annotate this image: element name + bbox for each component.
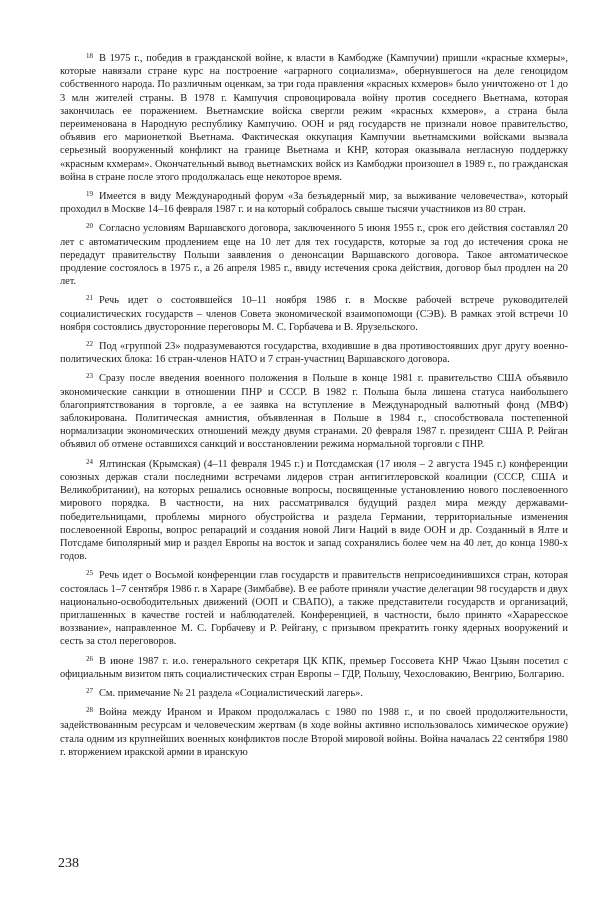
- footnote-text: Имеется в виду Международный форум «За безъядерный мир, за выживание человечества», который проходил в Москве 14–16 февраля 1987 г. и на который собралось свыше тысячи участников из 80 стран.: [60, 191, 568, 216]
- footnote-text: Речь идет о состоявшейся 10–11 ноября 1986 г. в Москве рабочей встрече руководителей социалистических государств – членов Совета экономической взаимопомощи (СЭВ). В рамках этой встречи 10 ноября состоялись двусторонние переговоры М. С. Горбачева и В. Ярузельского.: [60, 295, 568, 333]
- footnote-text: Война между Ираном и Ираком продолжалась с 1980 по 1988 г., и по своей продолжительности, задействованным ресурсам и человеческим жертвам (в ходе войны активно использовалось химическое оружие) стала одним из крупнейших военных конфликтов после Второй мировой войны. Война началась 22 сентября 1980 г. вторжением иракской армии в иранскую: [60, 707, 568, 758]
- footnote-text: В июне 1987 г. и.о. генерального секретаря ЦК КПК, премьер Госсовета КНР Чжао Цзыян посетил с официальным визитом пять социалистических стран Европы – ГДР, Польшу, Чехословакию, Венгрию, Болгарию.: [60, 655, 568, 680]
- footnote-18: [60, 50, 568, 184]
- footnote-text: Сразу после введения военного положения в Польше в конце 1981 г. правительство США объявило экономические санкции в отношении ПНР и СССР. В 1982 г. Польша была лишена статуса наибольшего благоприятствования в торговле, а ее заявка на вступление в Международный валютный фонд (МВФ) заблокирована. Политическая амнистия, объявленная в Польше в 1984 г., способствовала постепенной нормализации экономических отношений между двумя странами. 20 февраля 1987 г. президент США Р. Рейган объявил об отмене оставшихся санкций и восстановлении режима нормальной торговли с ПНР.: [60, 373, 568, 451]
- footnote-number: 23: [86, 372, 93, 381]
- footnote-text: Ялтинская (Крымская) (4–11 февраля 1945 г.) и Потсдамская (17 июля – 2 августа 1945 г.) конференции союзных держав стали последними встречами лидеров стран антигитлеровской коалиции (СССР, США и Великобритании), на которых решались основные вопросы, посвященные установлению нового послевоенного мирового порядка. В частности, на них рассматривался будущий раздел мира между державами-победительницами, проблемы мирного обустройства и раздела Германии, территориальные изменения послевоенной Европы, вопрос репараций и создания новой Лиги Наций в виде ООН и др. Созданный в Ялте и Потсдаме биполярный мир и раздел Европы на восток и запад сохранялись более чем на 40 лет, до конца 1980-х годов.: [60, 458, 568, 563]
- footnote-number: 26: [86, 654, 93, 663]
- footnote-text: Согласно условиям Варшавского договора, заключенного 5 июня 1955 г., срок его действия составлял 20 лет с автоматическим продлением еще на 10 лет для тех государств, которые за год до истечения срока не передадут правительству Польши заявления о денонсации Варшавского договора. Такое автоматическое продление состоялось в 1975 г., а 26 апреля 1985 г., ввиду истечения срока действия, договор был продлен на 20 лет.: [60, 223, 568, 288]
- footnote-number: 19: [86, 190, 93, 199]
- footnote-text: В 1975 г., победив в гражданской войне, к власти в Камбодже (Кампучии) пришли «красные кхмеры», которые навязали стране курс на построение «аграрного социализма», обернувшегося на деле геноцидом собственного народа. По различным оценкам, за три года правления «красных кхмеров» было уничтожено от 1 до 3 млн жителей страны. В 1978 г. Кампучия спровоцировала войну против соседнего Вьетнама, которая закончилась ее поражением. Вьетнамские войска свергли режим «красных кхмеров», а страна была переименована в Народную республику Кампучию. ООН и ряд государств не признали новое правительство, объявив его марионеткой Вьетнама. Фактическая оккупация Кампучии вьетнамскими войсками вызвала серьезный вооруженный конфликт на границе Вьетнама и КНР, которая оказывала негласную поддержку «красным кхмерам». Окончательный вывод вьетнамских войск из Камбоджи произошел в 1989 г., по гражданская война в стране после этого продолжалась еще некоторое время.: [60, 53, 568, 183]
- footnote-28: [60, 704, 568, 759]
- footnote-20: [60, 220, 568, 288]
- footnote-23: [60, 370, 568, 451]
- footnote-number: 21: [86, 294, 93, 303]
- footnote-number: 24: [86, 457, 93, 466]
- footnote-text: См. примечание № 21 раздела «Социалистический лагерь».: [99, 687, 363, 699]
- footnote-25: [60, 567, 568, 648]
- footnote-number: 22: [86, 340, 93, 349]
- footnote-27: [60, 685, 568, 700]
- page-number: 238: [58, 856, 79, 871]
- footnote-26: [60, 653, 568, 681]
- footnote-21: [60, 292, 568, 334]
- footnote-number: 28: [86, 706, 93, 715]
- footnote-22: [60, 338, 568, 366]
- footnote-number: 18: [86, 52, 93, 60]
- footnote-text: Под «группой 23» подразумеваются государства, входившие в два противостоявших друг другу военно-политических блока: 16 стран-членов НАТО и 7 стран-участниц Варшавского договора.: [60, 341, 568, 366]
- footnote-24: [60, 456, 568, 564]
- footnote-19: [60, 188, 568, 216]
- footnote-number: 20: [86, 222, 93, 231]
- footnotes-block: [60, 50, 568, 763]
- footnote-text: Речь идет о Восьмой конференции глав государств и правительств неприсоединившихся стран, которая состоялась 1–7 сентября 1986 г. в Хараре (Зимбабве). В ее работе приняли участие делегации 98 государств и двух национально-освободительных движений (ООП и СВАПО), а также представители государств и организаций, приглашенных в качестве гостей и наблюдателей. Конференцией, в частности, было принято «Хараресское воззвание», направленное М. С. Горбачеву и Р. Рейгану, с призывом прекратить гонку ядерных вооружений и сесть за стол переговоров.: [60, 570, 568, 648]
- footnote-number: 25: [86, 569, 93, 578]
- footnote-number: 27: [86, 686, 93, 695]
